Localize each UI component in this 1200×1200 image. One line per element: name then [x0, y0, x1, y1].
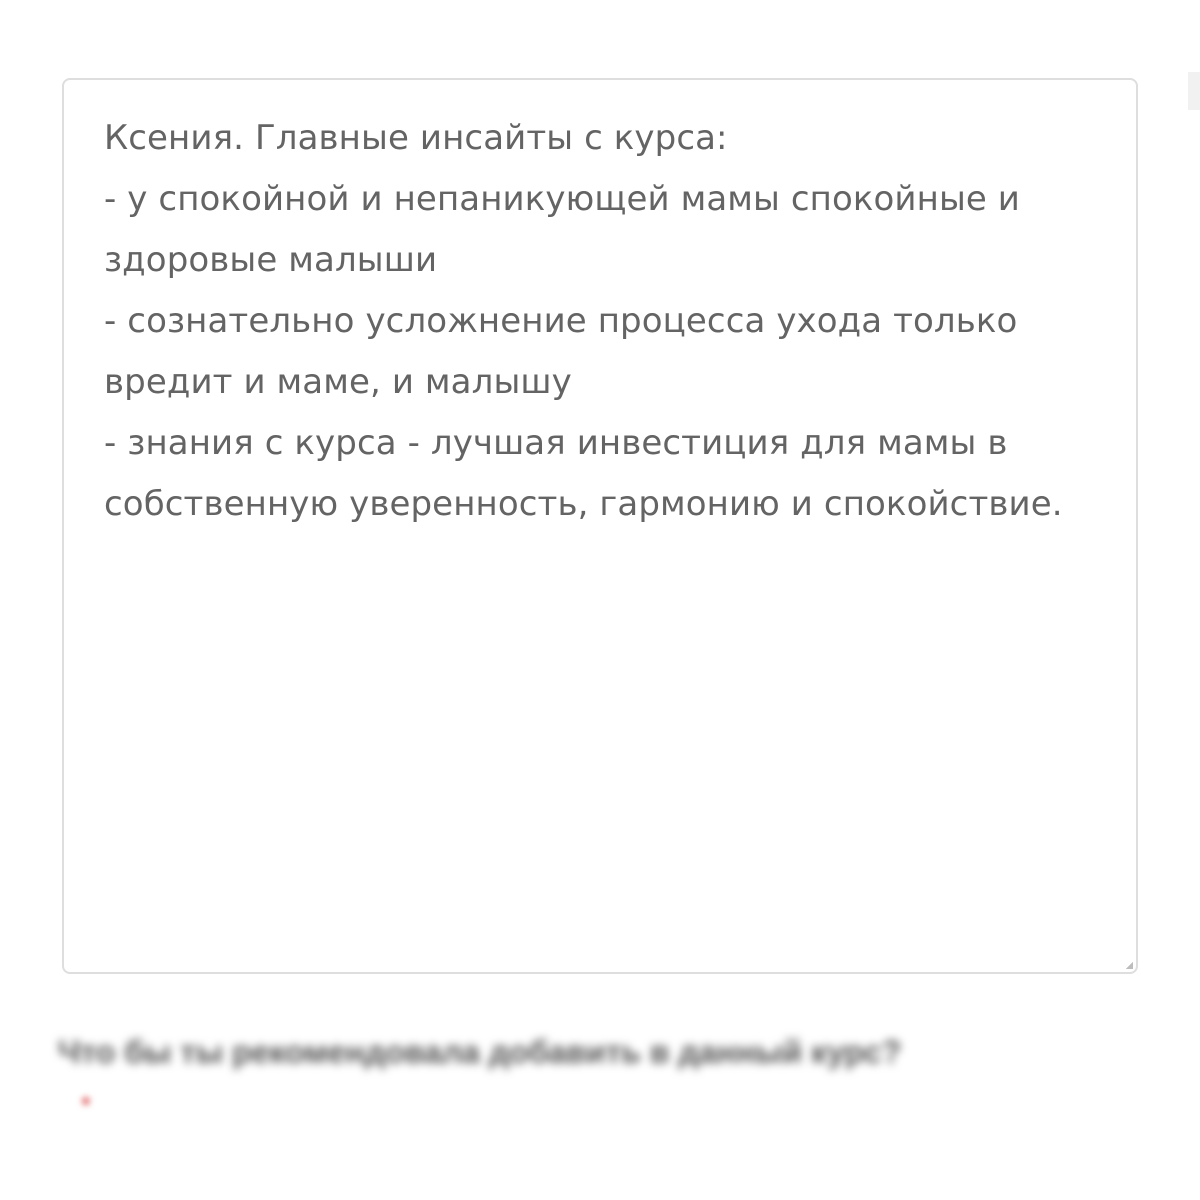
next-question: [58, 1030, 1148, 1123]
scrollbar[interactable]: [1188, 72, 1200, 110]
answer-textarea[interactable]: [62, 78, 1138, 974]
required-indicator: *: [80, 1090, 92, 1123]
resize-handle-icon[interactable]: [1126, 962, 1133, 969]
answer-text: Ксения. Главные инсайты с курса: - у спокойной и непаникующей мамы спокойные и здоровые малыши - сознательно усложнение процесса ухода только вредит и маме, и малышу - знания с курса - лучшая инвестиция для мамы в собственную уверенность, гармонию и спокойствие.: [104, 118, 1063, 524]
question-label: Что бы ты рекомендовала добавить в данный курс?: [58, 1034, 902, 1070]
